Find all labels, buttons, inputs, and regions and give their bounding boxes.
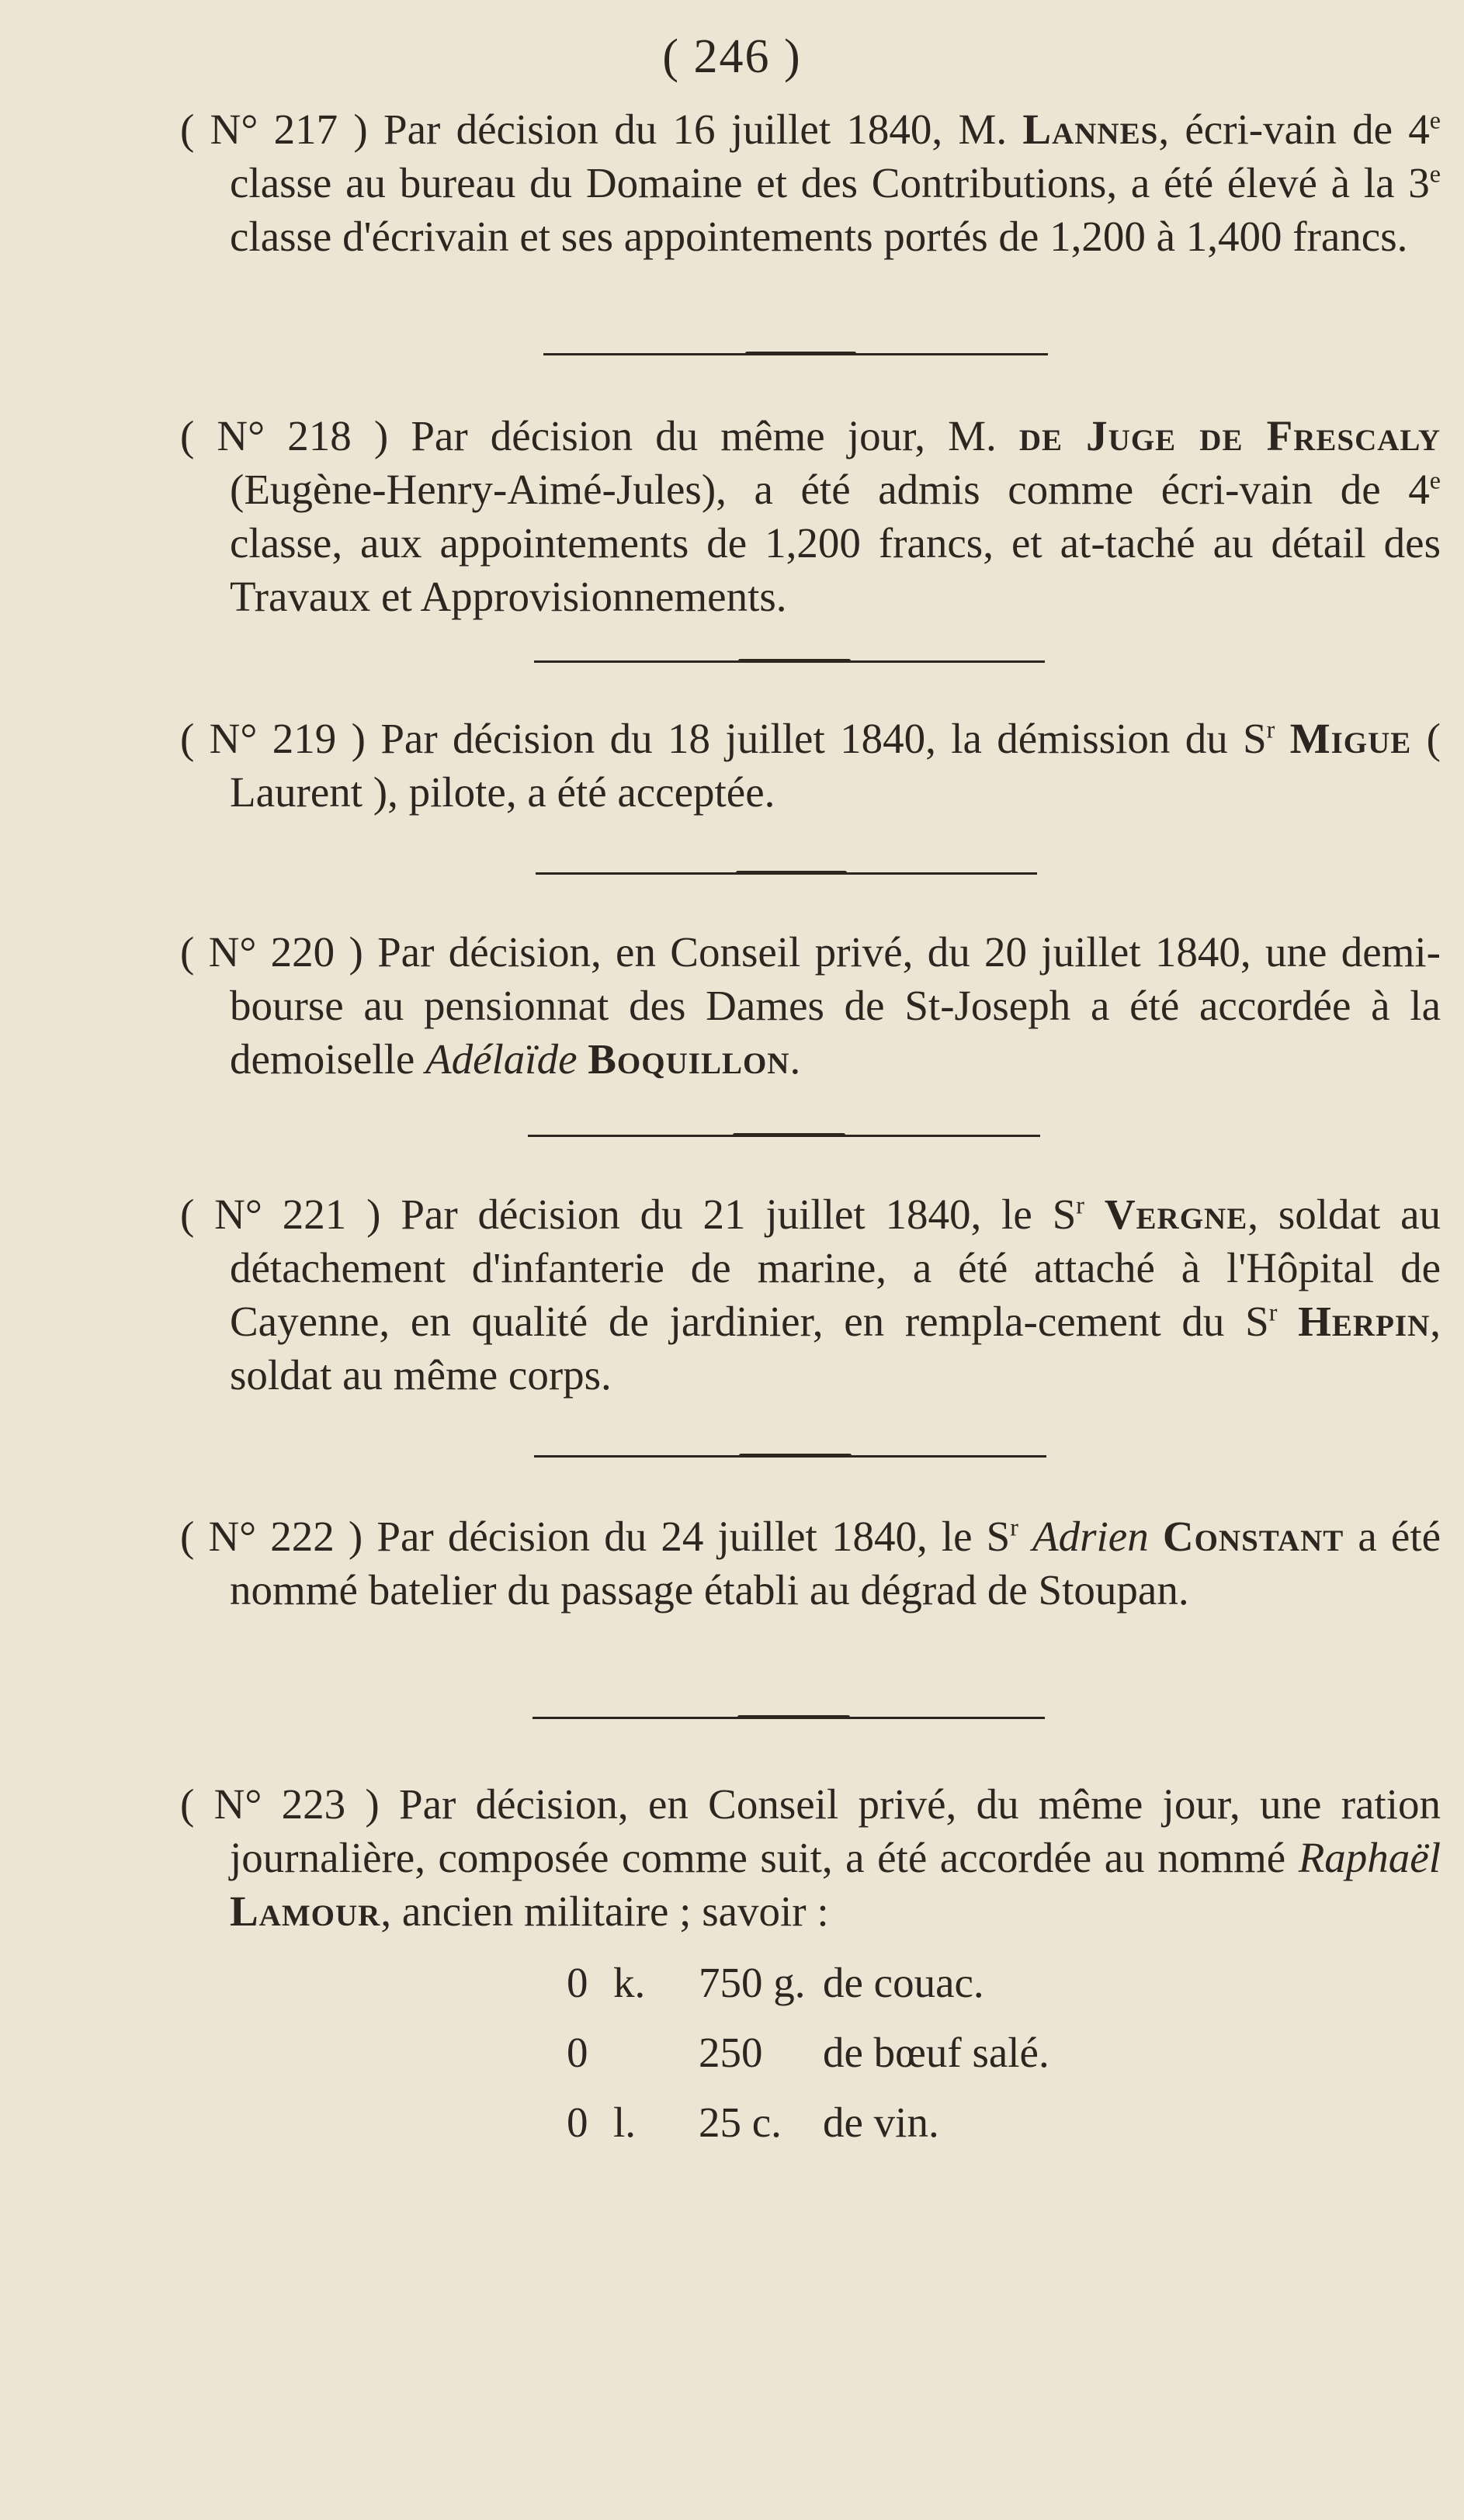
- separator-rule: [533, 1717, 1045, 1719]
- person-first-name: Adrien: [1032, 1513, 1149, 1560]
- separator-rule: [528, 1135, 1040, 1137]
- person-name: Vergne: [1104, 1191, 1248, 1238]
- person-name: Boquillon: [588, 1035, 790, 1083]
- person-name: Lamour: [230, 1887, 381, 1935]
- person-name: de Juge de Frescaly: [1018, 412, 1441, 459]
- entry-number: ( N° 217 ): [180, 106, 368, 153]
- separator-rule: [543, 353, 1048, 355]
- entry-219: ( N° 219 ) Par décision du 18 juillet 1840, la démission du $S^r$ Migue ( Laurent ), pilote, a été acceptée.: [180, 715, 1441, 816]
- entry-number: ( N° 221 ): [180, 1191, 381, 1238]
- entry-218: ( N° 218 ) Par décision du même jour, M. de Juge de Frescaly (Eugène-Henry-Aimé-Jules), a été admis comme écri-vain de 4e classe, aux appointements de 1,200 francs, et at-taché au détail des Travaux et Approvisionnements.: [180, 412, 1441, 620]
- separator-rule: [534, 1455, 1046, 1458]
- ration-list: [567, 1948, 1110, 2158]
- entry-220: ( N° 220 ) Par décision, en Conseil privé, du 20 juillet 1840, une demi-bourse au pensionnat des Dames de St-Joseph a été accordée à la demoiselle Adélaïde Boquillon.: [180, 928, 1441, 1083]
- person-first-name: Raphaël: [1298, 1834, 1441, 1881]
- person-name: Herpin: [1298, 1298, 1431, 1345]
- separator-rule: [536, 872, 1037, 875]
- entry-number: ( N° 218 ): [180, 412, 389, 459]
- ration-row: 0 k. 750 g. de couac.: [567, 1959, 984, 2006]
- ration-row: 0 250 de bœuf salé.: [567, 2029, 1049, 2076]
- entry-223: ( N° 223 ) Par décision, en Conseil privé, du même jour, une ration journalière, composée comme suit, a été accordée au nommé Raphaël Lamour, ancien militaire ; savoir :: [180, 1780, 1441, 1935]
- person-name: Migue: [1289, 715, 1412, 762]
- entry-number: ( N° 223 ): [180, 1780, 380, 1828]
- page-number: ( 246 ): [662, 30, 802, 83]
- entry-number: ( N° 220 ): [180, 928, 363, 976]
- person-first-name: Adélaïde: [425, 1035, 578, 1083]
- entry-222: ( N° 222 ) Par décision du 24 juillet 1840, le $S^r$ Adrien Constant a été nommé batelier du passage établi au dégrad de Stoupan.: [180, 1513, 1441, 1614]
- entry-221: ( N° 221 ) Par décision du 21 juillet 1840, le $S^r$ Vergne, soldat au détachement d'infanterie de marine, a été attaché à l'Hôpital de Cayenne, en qualité de jardinier, en rempla-cement du $S^r$ Herpin, soldat au même corps.: [180, 1191, 1441, 1399]
- person-name: Lannes: [1022, 106, 1159, 153]
- person-name: Constant: [1162, 1513, 1344, 1560]
- separator-rule: [534, 660, 1045, 663]
- entry-number: ( N° 219 ): [180, 715, 366, 762]
- entry-number: ( N° 222 ): [180, 1513, 363, 1560]
- entry-217: ( N° 217 ) Par décision du 16 juillet 1840, M. Lannes, écri-vain de 4e classe au bureau du Domaine et des Contributions, a été élevé à la 3e classe d'écrivain et ses appointements portés de 1,200 à 1,400 francs.: [180, 106, 1441, 260]
- ration-row: 0 l. 25 c. de vin.: [567, 2099, 939, 2146]
